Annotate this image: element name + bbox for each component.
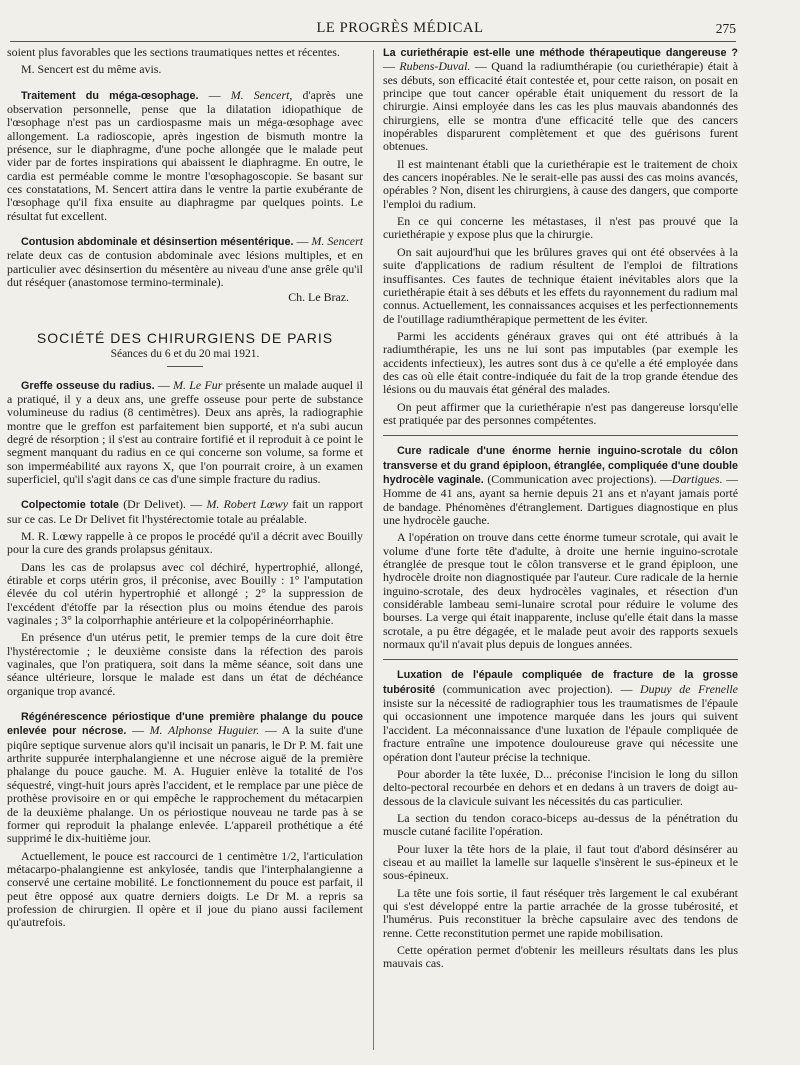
paragraph: Parmi les accidents généraux graves qui ont été attribués à la radiumthérapie, les uns ne lui sont pas imputables (par exemple les accidents infectieux), les autres sont dus à ce qu'elle a été employée dans des cas où elle était contre-indiquée du fait de la trop grande étendue des lésions ou du mauvais état général des malades.	[383, 328, 738, 397]
article-body: fait un rapport sur ce cas. Le Dr Delivet fit l'hystérectomie totale au préalable.	[7, 497, 363, 526]
header-rule	[10, 41, 736, 42]
paragraph: M. Sencert est du même avis.	[21, 62, 162, 77]
page-number: 275	[715, 21, 736, 36]
paragraph: Actuellement, le pouce est raccourci de 1 centimètre 1/2, l'articulation métacarpo-phalangienne est ankylosée, tandis que l'interphalangienne a conservé une certaine mobilité. Le fonctionnement du pouce est parfait, il peut être opposé aux quatre derniers doigts. Le Dr M. a repris sa profession de chirurgien. Il opère et il joue du piano aussi facilement qu'autrefois.	[7, 848, 363, 930]
right-column	[383, 46, 738, 975]
article-author: M. Sencert,	[230, 87, 293, 102]
article-body: — Quand la radiumthérapie (ou curiethérapie) était à ses débuts, son efficacité était contestée et, pour cette raison, on posait en principe que tout cancer opérable était uniquement du ressort de la chirurgie. Ainsi employée dans les cas les plus mauvais abandonnés des chirurgiens, elle se montra d'une efficacité telle que des cancers inopérables disparurent complètement et que des guérisons furent obtenues.	[383, 59, 738, 154]
paragraph: Pour luxer la tête hors de la plaie, il faut tout d'abord désinsérer au ciseau et au maillet la lamelle sur laquelle s'insèrent le sus-épineux et le sous-épineux.	[383, 841, 738, 883]
paragraph: En ce qui concerne les métastases, il n'est pas prouvé que la curiethérapie y expose plus que la chirurgie.	[383, 214, 738, 242]
paragraph: On peut affirmer que la curiethérapie n'est pas dangereuse lorsqu'elle est pratiquée par des personnes compétentes.	[383, 399, 738, 427]
paragraph: On sait aujourd'hui que les brûlures graves qui ont été observées à la suite d'applications de radium résultent de l'emploi de filtrations insuffisantes. Ces fautes de technique étaient inévitables alors que la curiethérapie était à ses débuts et les effets du rayonnement du radium mal connus. Actuellement, les connaissances acquises et les perfectionnements de l'outillage radiumthérapique permettent de les éviter.	[383, 244, 738, 326]
article-colpectomie	[7, 498, 363, 526]
article-title-note: (Communication avec projections).	[483, 471, 657, 486]
article-title: La curiethérapie est-elle une méthode thérapeutique dangereuse ?	[383, 47, 738, 59]
paragraph: soient plus favorables que les sections traumatiques nettes et récentes.	[7, 45, 340, 59]
article-author: M. Alphonse Huguier.	[149, 723, 260, 738]
signature: Ch. Le Braz.	[288, 289, 349, 304]
article-author: Dartigues.	[672, 471, 723, 486]
article-title-note: (communication avec projection). —	[435, 681, 633, 696]
section-subtitle: Séances du 6 et du 20 mai 1921.	[110, 348, 260, 361]
article-cure-radicale-hernie: Cure radicale d'une énorme hernie inguino-scrotale du côlon transverse et du grand épiploon, étranglée, compliquée d'une double hydrocèle vaginale. (Communication avec projections). —Dartigues. — Homme de 41 ans, ayant sa hernie depuis 21 ans et n'ayant jamais porté de bandage. Phénomènes d'étranglement. Dartigues diagnostique en plus une hydrocèle gauche.	[383, 445, 738, 527]
article-title: Luxation de l'épaule compliquée de fracture de la grosse tubérosité	[383, 669, 738, 696]
article-title: Cure radicale d'une énorme hernie inguino-scrotale du côlon transverse et du grand épiploon, étranglée, compliquée d'une double hydrocèle vaginale.	[383, 445, 738, 486]
paragraph: En présence d'un utérus petit, le premier temps de la cure doit être l'hystérectomie ; le deuxième consiste dans la réfection des parois vaginales, que l'on pratiquera, soit dans la même séance, soit dans une séance ultérieure, lorsque le malade est dans un état de déchéance organique trop avancé.	[7, 630, 363, 698]
article-body: — A la suite d'une piqûre septique survenue alors qu'il incisait un panaris, le Dr P. M. fait une arthrite suppurée interphalangienne et une nécrose aiguë de la première phalange du pouce gauche. M. A. Huguier enlève la totalité de l'os séquestré, vingt-huit jours après l'accident, et le remplace par une pièce de prothèse provisoire en or qui empêche le rapprochement du métacarpien de la deuxième phalange. Un os périostique nouveau ne tarde pas à se former qui reproduit la phalange enlevée. L'appareil prothétique a été supprimé le dix-huitième jour.	[7, 723, 363, 846]
article-body: présente un malade auquel il a pratiqué, il y a deux ans, une greffe osseuse pour perte de substance volumineuse du radius (8 centimètres). Deux ans après, la radiographie montre que le greffon est parfaitement bien supporté, et n'a subi aucun degré de résorption ; il s'est au contraire fortifié et il reproduit à ce point le segment manquant du radius en ce qui concerne son volume, sa forme et son imperméabilité aux rayons X, que l'on pourrait croire, à un examen superficiel, qu'il s'agit dans ce cas d'une simple fracture du radius.	[7, 377, 363, 486]
article-regenerescence-periostique: Régénérescence périostique d'une première phalange du pouce enlevée pour nécrose. — M. Alphonse Huguier. — A la suite d'une piqûre septique survenue alors qu'il incisait un panaris, le Dr P. M. fait une arthrite suppurée interphalangienne et une nécrose aiguë de la première phalange du pouce gauche. M. A. Huguier enlève la totalité de l'os séquestré, vingt-huit jours après l'accident, et le remplace par une pièce de prothèse provisoire en or qui empêche le rapprochement du métacarpien de la deuxième phalange. Un os périostique nouveau ne tarde pas à se former qui reproduit la phalange enlevée. L'appareil prothétique a été supprimé le dix-huitième jour.	[7, 711, 363, 846]
section-rule	[167, 366, 203, 367]
section-title: SOCIÉTÉ DES CHIRURGIENS DE PARIS	[36, 329, 334, 346]
paragraph: M. R. Lœwy rappelle à ce propos le procédé qu'il a décrit avec Bouilly pour la cure des grands prolapsus génitaux.	[7, 528, 363, 557]
article-body: d'après une observation personnelle, pense que la dilatation idiopathique de l'œsophage n'est pas un cardiospasme mais un méga-œsophage avec allongement. La radioscopie, après ingestion de bismuth montre la présence, sur le diaphragme, d'une poche allongée que le malade peut vider par de fortes inspirations qui abaissent le diaphragme. En outre, le cardia est perméable comme le montre l'œsophagoscopie. Se basant sur ces constatations, M. Sencert attira dans le ventre la partie exubérante de l'œsophage qu'il fixa ensuite au diaphragme par quelques points. Le résultat fut excellent.	[7, 87, 363, 223]
article-body: — Homme de 41 ans, ayant sa hernie depuis 21 ans et n'ayant jamais porté de bandage. Phénomènes d'étranglement. Dartigues diagnostique en plus une hydrocèle gauche.	[383, 471, 738, 527]
journal-title: LE PROGRÈS MÉDICAL	[316, 20, 484, 36]
article-traitement-mega-oesophage: Traitement du méga-œsophage. — M. Sencert, d'après une observation personnelle, pense que la dilatation idiopathique de l'œsophage n'est pas un cardiospasme mais un méga-œsophage avec allongement. La radioscopie, après ingestion de bismuth montre la présence, sur le diaphragme, d'une poche allongée que le malade peut vider par de fortes inspirations qui abaissent le diaphragme. En outre, le cardia est perméable comme le montre l'œsophagoscopie. Se basant sur ces constatations, M. Sencert attira dans le ventre la partie exubérante de l'œsophage qu'il fixa ensuite au diaphragme par quelques points. Le résultat fut excellent.	[7, 87, 363, 223]
running-header	[0, 18, 800, 40]
paragraph: Dans les cas de prolapsus avec col déchiré, hypertrophié, allongé, étirable et corps utérin gros, il préconise, avec Bouilly : 1° l'amputation élevée du col utérin hypertrophié et allongé ; 2° la suppression de l'excédent d'étoffe par la résection plus ou moins étendue des parois vaginales ; 3° la colporrhaphie antérieure et la colpopérinéorrhaphie.	[7, 559, 363, 628]
paragraph: La tête une fois sortie, il faut réséquer très largement le cal exubérant qui s'est développé entre la partie arrachée de la grosse tubérosité, et l'humérus. Puis reconstituer la brèche capsulaire avec des tendons de renne. Cette reconstitution permet une rapide mobilisation.	[383, 885, 738, 940]
article-author: M. Sencert	[311, 234, 363, 249]
column-divider	[373, 50, 374, 1050]
article-luxation-epaule	[383, 668, 738, 763]
article-author: M. Robert Lœwy	[206, 497, 289, 512]
article-curietherapie: La curiethérapie est-elle une méthode thérapeutique dangereuse ? — Rubens-Duval. — Quand la radiumthérapie (ou curiethérapie) était à ses débuts, son efficacité était contestée et, pour cette raison, on posait en principe que tout cancer opérable était uniquement du ressort de la chirurgie. Ainsi employée dans les cas les plus mauvais abandonnés des chirurgiens, elle se montra d'une efficacité telle que des cancers inopérables disparurent complètement et que des guérisons furent obtenues.	[383, 47, 738, 154]
paragraph: Cette opération permet d'obtenir les meilleurs résultats dans les plus mauvais cas.	[383, 942, 738, 971]
article-title: Greffe osseuse du radius.	[21, 379, 155, 392]
article-body: relate deux cas de contusion abdominale avec lésions multiples, et en particulier avec désinsertion du mésentère au niveau d'une anse grêle qu'il dut réséquer (anastomose termino-terminale).	[7, 248, 363, 290]
article-separator	[383, 435, 738, 436]
article-title-note: (Dr Delivet). —	[118, 497, 203, 512]
paragraph: Pour aborder la tête luxée, D... préconise l'incision le long du sillon delto-pectoral recourbée en dehors et en dedans à un travers de doigt au-dessous de la clavicule suivant les nécessités du cas particulier.	[383, 766, 738, 808]
article-author: Dupuy de Frenelle	[639, 681, 738, 696]
article-title: Régénérescence périostique d'une première phalange du pouce enlevée pour nécrose.	[7, 711, 363, 738]
article-greffe-osseuse: Greffe osseuse du radius. — M. Le Fur présente un malade auquel il a pratiqué, il y a deux ans, une greffe osseuse pour perte de substance volumineuse du radius (8 centimètres). Deux ans après, la radiographie montre que le greffon est parfaitement bien supporté, et n'a subi aucun degré de résorption ; il s'est au contraire fortifié et il reproduit à ce point le segment manquant du radius en ce qui concerne son volume, sa forme et son imperméabilité aux rayons X, que l'on pourrait croire, à un examen superficiel, qu'il s'agit dans ce cas d'une simple fracture du radius.	[7, 377, 363, 486]
article-body: insiste sur la nécessité de radiographier tous les traumatismes de l'épaule qui occasionnent une impotence marquée dans les jours qui suivent l'accident. La méconnaissance d'une luxation de l'épaule compliquée de fracture entraîne une impotence douloureuse grave qui nécessite une opération dont l'auteur précise la technique.	[383, 696, 738, 764]
article-title: Contusion abdominale et désinsertion mésentérique.	[21, 236, 294, 249]
paragraph: Il est maintenant établi que la curiethérapie est le traitement de choix des cancers inopérables. Ne le serait-elle pas aussi des cas moins avancés, opérables ? Non, disent les chirurgiens, à cause des dangers, que comporte l'emploi du radium.	[383, 156, 738, 211]
article-separator	[383, 659, 738, 660]
article-title: Colpectomie totale	[21, 499, 119, 512]
paragraph: La section du tendon coraco-biceps au-dessus de la pénétration du muscle cutané facilite l'opération.	[383, 810, 738, 839]
article-author: Rubens-Duval.	[399, 59, 471, 74]
article-author: M. Le Fur	[173, 377, 223, 392]
article-contusion-abdominale: Contusion abdominale et désinsertion mésentérique. — M. Sencert relate deux cas de contusion abdominale avec lésions multiples, et en particulier avec désinsertion du mésentère au niveau d'une anse grêle qu'il dut réséquer (anastomose termino-terminale).	[7, 234, 363, 290]
left-column	[7, 46, 363, 934]
paragraph: A l'opération on trouve dans cette énorme tumeur scrotale, qui avait le volume d'une forte tête d'adulte, à droite une hernie inguino-scrotale étranglée de presque tout le côlon transverse et le grand épiploon, une hydrocèle droite non diagnostiquée par l'auteur. Cure radicale de la hernie inguino-scrotale, des deux hydrocèles vaginales, et résection d'un considérable lambeau semi-lunaire scrotal pour réduire le volume des bourses. La verge qui était inapparente, incluse qu'elle était dans la masse scrotale, a pu être dégagée, et le malade peut avoir des rapports sexuels normaux qu'il n'avait plus depuis de longues années.	[383, 530, 738, 652]
article-title: Traitement du méga-œsophage.	[21, 89, 199, 102]
